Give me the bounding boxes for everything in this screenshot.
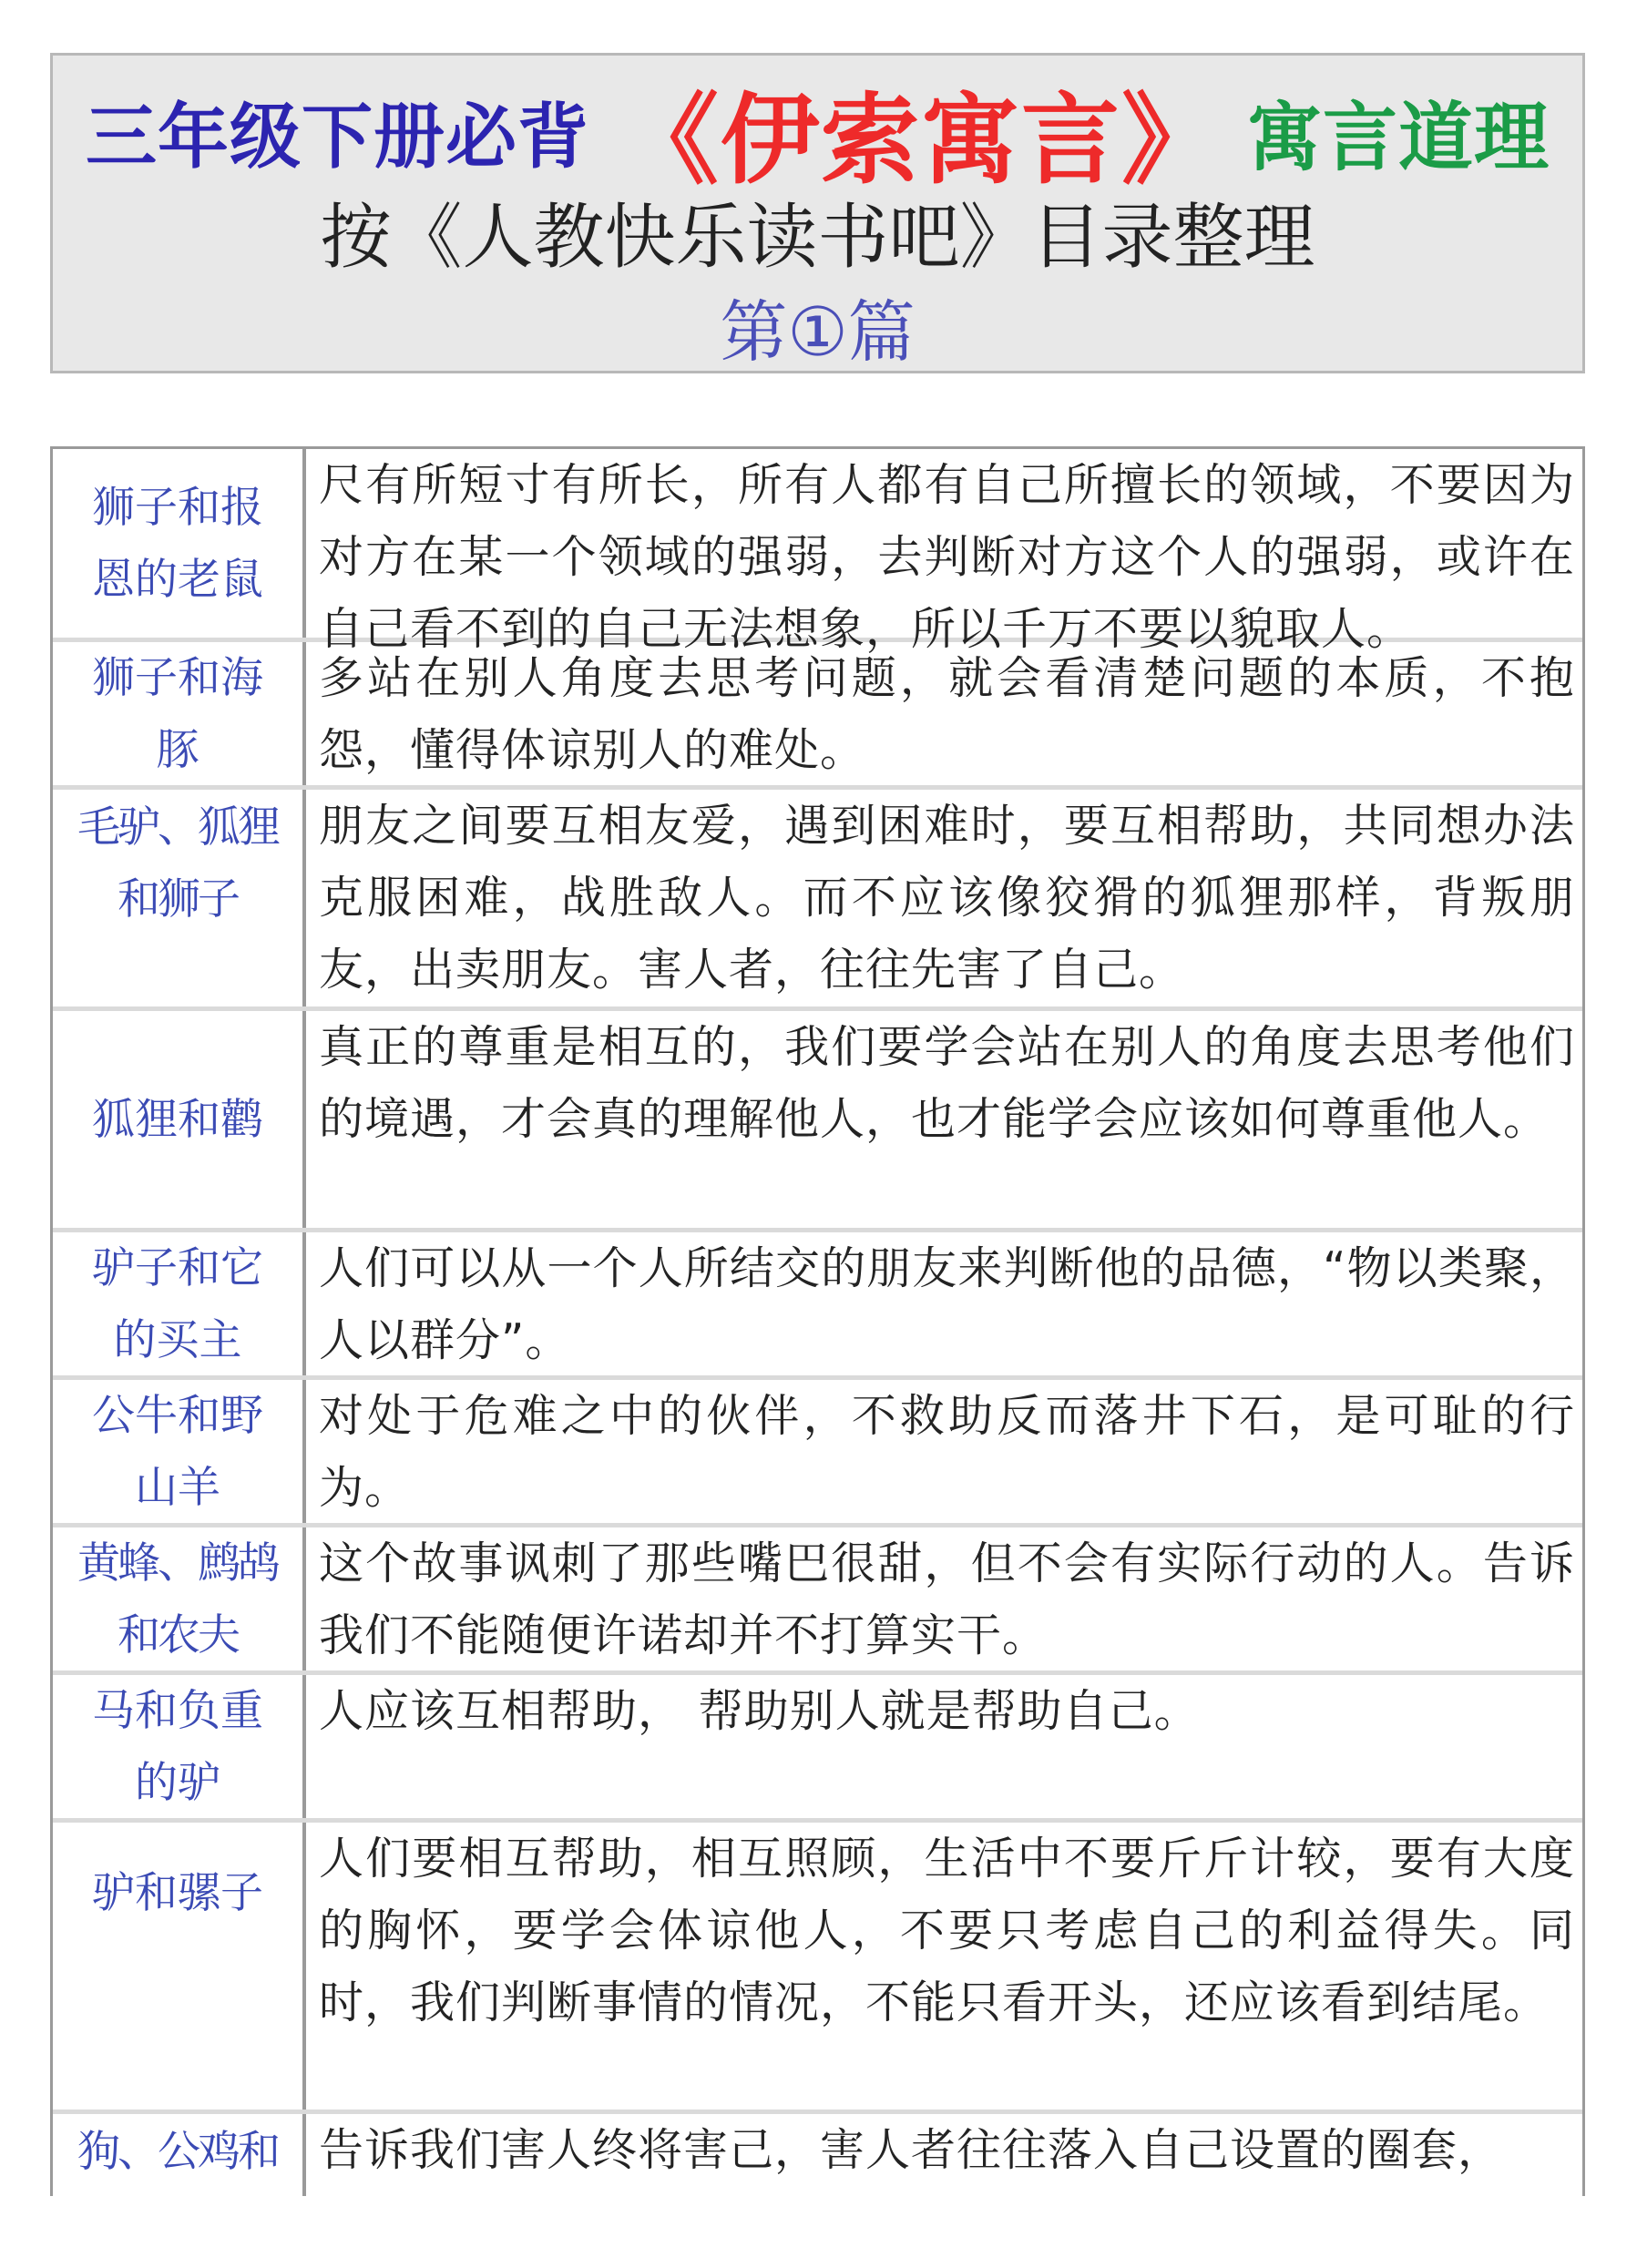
moral-text: 人应该互相帮助， 帮助别人就是帮助自己。 xyxy=(319,1685,1200,1737)
moral-text: 告诉我们害人终将害己，害人者往往落入自己设置的圈套， xyxy=(319,2124,1504,2176)
main-title xyxy=(53,72,1582,198)
story-title: 狮子和报恩的老鼠 xyxy=(53,449,306,638)
table-row xyxy=(53,2114,1582,2196)
table-row xyxy=(53,1380,1582,1527)
table-row xyxy=(53,1232,1582,1380)
subtitle: 按《人教快乐读书吧》目录整理 xyxy=(320,197,1315,279)
table-row xyxy=(53,1011,1582,1232)
title-book-name: 《伊索寓言》 xyxy=(619,83,1222,198)
story-title: 狗、公鸡和 xyxy=(53,2114,306,2196)
moral-text: 人们可以从一个人所结交的朋友来判断他的品德，“物以类聚，人以群分”。 xyxy=(319,1242,1575,1366)
moral-text: 多站在别人角度去思考问题，就会看清楚问题的本质，不抱怨，懂得体谅别人的难处。 xyxy=(319,652,1575,776)
moral-text: 真正的尊重是相互的，我们要学会站在别人的角度去思考他们的境遇，才会真的理解他人，也才能学会应该如何尊重他人。 xyxy=(319,1021,1575,1145)
moral-text: 尺有所短寸有所长，所有人都有自己所擅长的领域，不要因为对方在某一个领域的强弱，去判断对方这个人的强弱，或许在自己看不到的自己无法想象，所以千万不要以貌取人。 xyxy=(319,459,1575,655)
table-row xyxy=(53,1527,1582,1675)
title-banner xyxy=(50,53,1585,373)
moral-text: 朋友之间要互相友爱，遇到困难时，要互相帮助，共同想办法克服困难，战胜敌人。而不应该像狡猾的狐狸那样，背叛朋友，出卖朋友。害人者，往往先害了自己。 xyxy=(319,800,1575,996)
chapter-label: 第①篇 xyxy=(720,293,916,372)
story-title: 驴子和它的买主 xyxy=(53,1232,306,1375)
table-row xyxy=(53,790,1582,1011)
moral-text: 人们要相互帮助，相互照顾，生活中不要斤斤计较，要有大度的胸怀，要学会体谅他人，不要只考虑自己的利益得失。同时，我们判断事情的情况，不能只看开头，还应该看到结尾。 xyxy=(319,1833,1575,2028)
table-row xyxy=(53,1675,1582,1823)
table-row xyxy=(53,642,1582,790)
story-title: 马和负重的驴 xyxy=(53,1675,306,1818)
title-moral-text: 寓言道理 xyxy=(1247,94,1550,181)
story-title: 毛驴、狐狸和狮子 xyxy=(53,790,306,1006)
story-title: 驴和骡子 xyxy=(53,1823,306,2110)
story-title: 公牛和野山羊 xyxy=(53,1380,306,1523)
morals-table xyxy=(50,446,1585,2196)
story-title: 狮子和海豚 xyxy=(53,642,306,785)
story-title: 黄蜂、鹧鸪和农夫 xyxy=(53,1527,306,1670)
story-title: 狐狸和鹳 xyxy=(53,1011,306,1228)
table-row xyxy=(53,449,1582,655)
table-row xyxy=(53,1823,1582,2114)
title-grade-text: 三年级下册必背 xyxy=(85,97,589,179)
moral-text: 对处于危难之中的伙伴，不救助反而落井下石，是可耻的行为。 xyxy=(319,1390,1575,1514)
moral-text: 这个故事讽刺了那些嘴巴很甜，但不会有实际行动的人。告诉我们不能随便许诺却并不打算实干。 xyxy=(319,1538,1575,1661)
